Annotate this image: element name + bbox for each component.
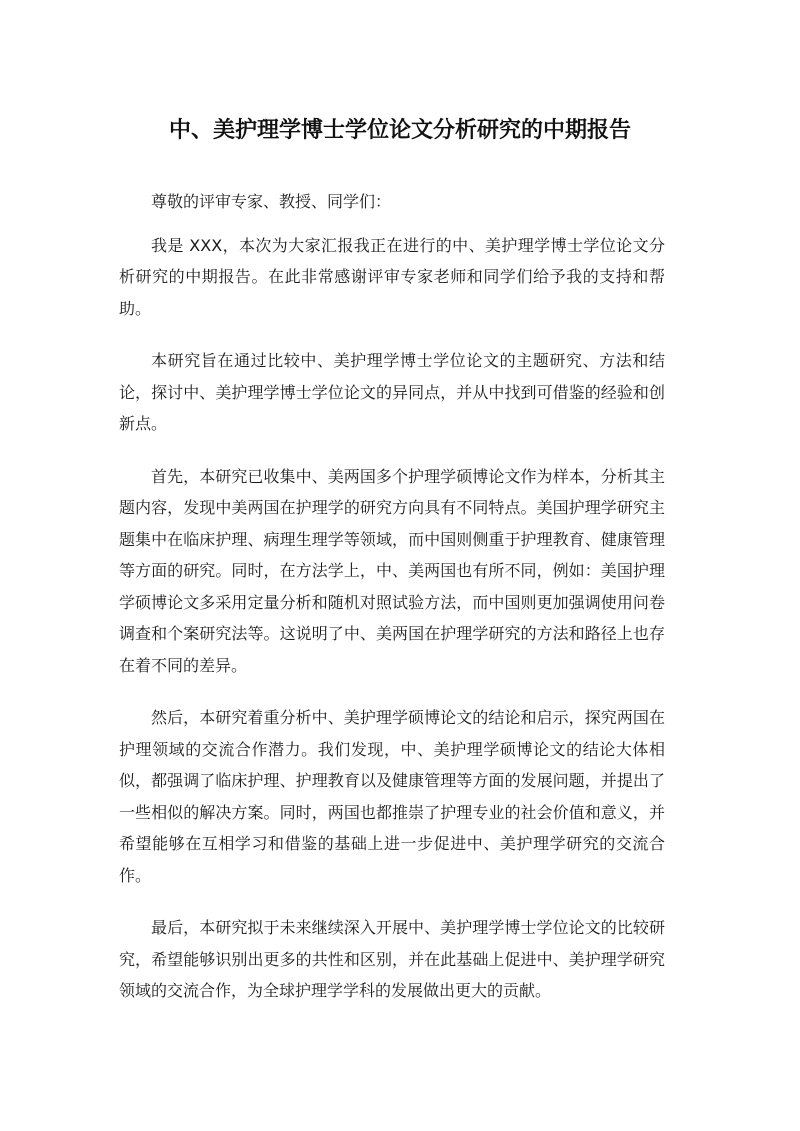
paragraph-future-work: 最后，本研究拟于未来继续深入开展中、美护理学博士学位论文的比较研究，希望能够识别出更多的共性和区别，并在此基础上促进中、美护理学研究领域的交流合作，为全球护理学学科的发展做出更大的贡献。	[119, 918, 665, 1000]
page-title: 中、美护理学博士学位论文分析研究的中期报告	[168, 118, 631, 143]
paragraph-conclusions: 然后，本研究着重分析中、美护理学硕博论文的结论和启示，探究两国在护理领域的交流合作潜力。我们发现，中、美护理学硕博论文的结论大体相似，都强调了临床护理、护理教育以及健康管理等方面的发展问题，并提出了一些相似的解决方案。同时，两国也都推崇了护理专业的社会价值和意义，并希望能够在互相学习和借鉴的基础上进一步促进中、美护理学研究的交流合作。	[119, 708, 665, 885]
paragraph-topics-methods: 首先，本研究已收集中、美两国多个护理学硕博论文作为样本，分析其主题内容，发现中美两国在护理学的研究方向具有不同特点。美国护理学研究主题集中在临床护理、病理生理学等领域，而中国则侧重于护理教育、健康管理等方面的研究。同时，在方法学上，中、美两国也有所不同，例如：美国护理学硕博论文多采用定量分析和随机对照试验方法，而中国则更加强调使用问卷调查和个案研究法等。这说明了中、美两国在护理学研究的方法和路径上也存在着不同的差异。	[119, 466, 665, 675]
paragraph-introduction: 我是 XXX，本次为大家汇报我正在进行的中、美护理学博士学位论文分析研究的中期报告。在此非常感谢评审专家老师和同学们给予我的支持和帮助。	[119, 235, 665, 318]
paragraph-objective: 本研究旨在通过比较中、美护理学博士学位论文的主题研究、方法和结论，探讨中、美护理学博士学位论文的异同点，并从中找到可借鉴的经验和创新点。	[119, 351, 665, 433]
salutation: 尊敬的评审专家、教授、同学们：	[151, 192, 392, 211]
document-body	[119, 186, 665, 1028]
